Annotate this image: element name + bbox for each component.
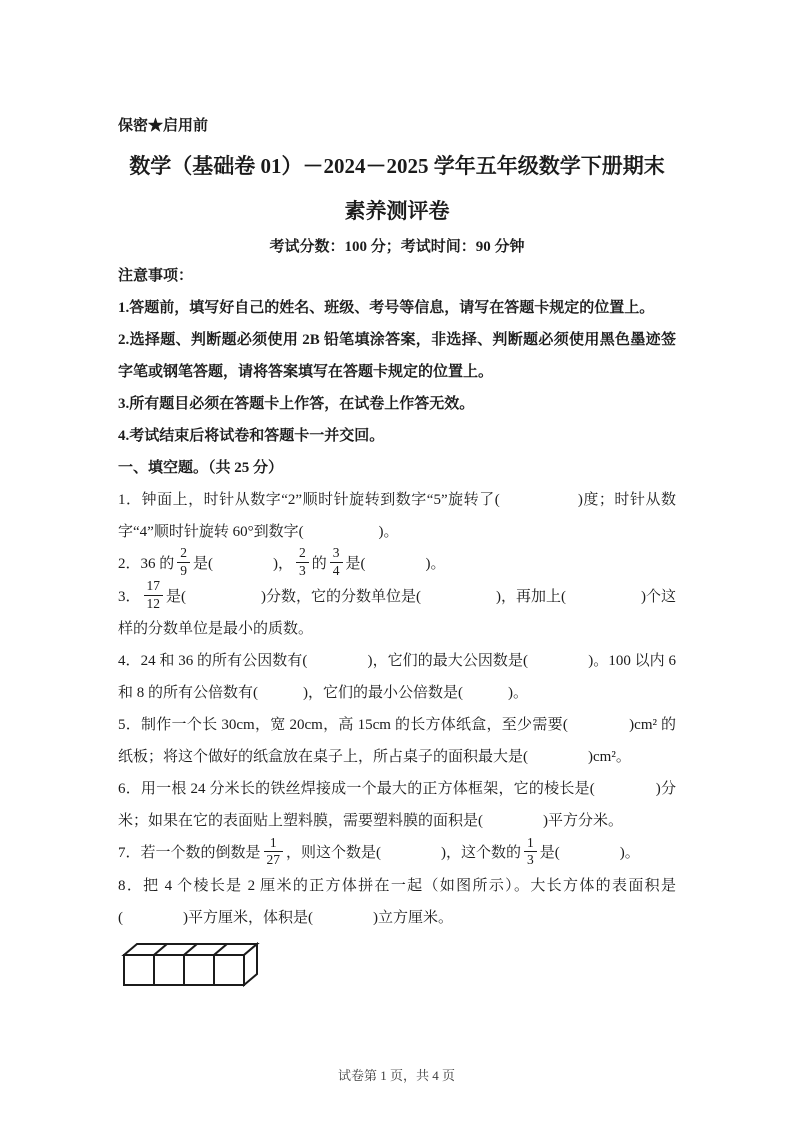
question-2: 2．36 的 $\frac{2}{9}$ 是( )， $\frac{2}{3}$ 的 $\frac{3}{4}$ 是( )。 — [118, 545, 446, 579]
question-7: 7．若一个数的倒数是 $\frac{1}{27}$ ，则这个数是( )，这个数的 $\frac{1}{3}$ 是( )。 — [118, 834, 640, 868]
question-8: 8．把 4 个棱长是 2 厘米的正方体拼在一起（如图所示）。大长方体的表面积是( )平方厘米，体积是( )立方厘米。 — [118, 877, 676, 926]
notes-section — [118, 260, 676, 452]
fraction: $\frac{2}{9}$ — [177, 546, 190, 578]
question-1: 1．钟面上，时针从数字“2”顺时针旋转到数字“5”旋转了( )度；时针从数字“4”顺时针旋转 60°到数字( )。 — [118, 492, 676, 540]
fraction: $\frac{1}{27}$ — [264, 836, 284, 868]
note-item-2: 2.选择题、判断题必须使用 2B 铅笔填涂答案，非选择、判断题必须使用黑色墨迹签字笔或钢笔答题，请将答案填写在答题卡规定的位置上。 — [118, 332, 676, 380]
secrecy-label: 保密★启用前 — [118, 118, 209, 134]
questions-section — [118, 484, 676, 934]
question-6: 6．用一根 24 分米长的铁丝焊接成一个最大的正方体框架，它的棱长是( )分米；如果在它的表面贴上塑料膜，需要塑料膜的面积是( )平方分米。 — [118, 781, 676, 830]
question-4: 4．24 和 36 的所有公因数有( )，它们的最大公因数是( )。100 以内 6 和 8 的所有公倍数有( )，它们的最小公倍数是( )。 — [118, 653, 676, 702]
question-5: 5．制作一个长 30cm，宽 20cm，高 15cm 的长方体纸盒，至少需要( )cm² 的纸板；将这个做好的纸盒放在桌子上，所占桌子的面积最大是( )cm²。 — [118, 717, 676, 766]
note-item-3: 3.所有题目必须在答题卡上作答，在试卷上作答无效。 — [118, 396, 475, 412]
note-item-1: 1.答题前，填写好自己的姓名、班级、考号等信息，请写在答题卡规定的位置上。 — [118, 300, 655, 316]
paper-title-line2: 素养测评卷 — [344, 199, 450, 223]
four-cubes-figure — [120, 940, 676, 998]
section-1-heading: 一、填空题。（共 25 分） — [118, 460, 284, 476]
question-3: 3． $\frac{17}{12}$ 是( )分数，它的分数单位是( )，再加上( )个这样的分数单位是最小的质数。 — [118, 578, 676, 638]
notes-heading: 注意事项： — [118, 268, 194, 284]
cubes-figure-svg — [120, 940, 280, 996]
fraction: $\frac{2}{3}$ — [296, 546, 309, 578]
fraction: $\frac{1}{3}$ — [524, 836, 537, 868]
note-item-4: 4.考试结束后将试卷和答题卡一并交回。 — [118, 428, 385, 444]
fraction: $\frac{3}{4}$ — [330, 546, 343, 578]
exam-info: 考试分数：100 分；考试时间：90 分钟 — [269, 239, 525, 255]
page-footer: 试卷第 1 页，共 4 页 — [337, 1068, 455, 1083]
paper-title-line1: 数学（基础卷 01）－2024－2025 学年五年级数学下册期末 — [129, 154, 665, 178]
fraction: $\frac{17}{12}$ — [144, 579, 164, 611]
paper-title — [118, 144, 676, 234]
